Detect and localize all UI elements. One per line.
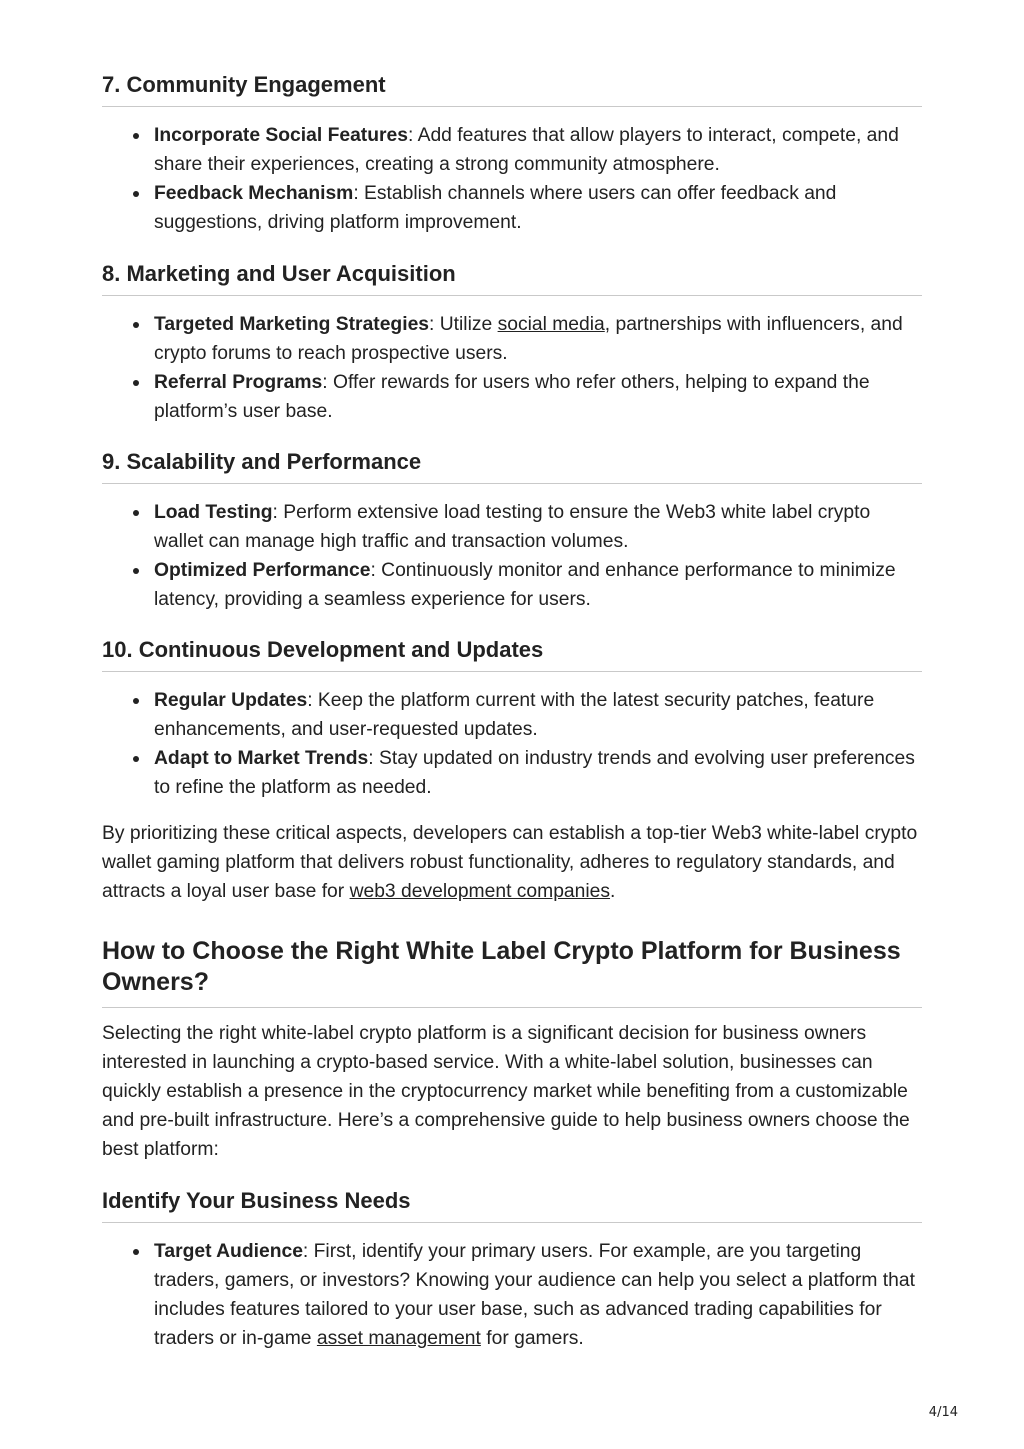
list-item <box>154 121 922 179</box>
bullet-list <box>102 310 922 426</box>
bullet-list <box>102 121 922 237</box>
bullet-list <box>102 1237 922 1353</box>
web3-development-companies-link[interactable]: web3 development companies <box>349 881 611 902</box>
item-text: : Utilize <box>429 314 498 335</box>
item-title: Targeted Marketing Strategies <box>154 314 430 335</box>
bullet-list <box>102 686 922 802</box>
section-heading: 9. Scalability and Performance <box>102 449 922 484</box>
page-number: 4/14 <box>928 1405 958 1420</box>
item-text: : Establish channels where users can offer feedback and suggestions, driving platform improvement. <box>154 183 837 233</box>
item-title: Adapt to Market Trends <box>154 748 369 769</box>
list-item <box>154 310 922 368</box>
item-title: Target Audience <box>154 1241 303 1262</box>
list-item <box>154 368 922 426</box>
item-text: : Add features that allow players to interact, compete, and share their experiences, creating a strong community atmosphere. <box>154 125 899 175</box>
list-item <box>154 686 922 744</box>
list-item <box>154 744 922 802</box>
item-text: : Perform extensive load testing to ensure the Web3 white label crypto wallet can manage high traffic and transaction volumes. <box>154 502 871 552</box>
section-heading: 7. Community Engagement <box>102 72 922 107</box>
list-item <box>154 179 922 237</box>
section-how-to-choose <box>102 936 922 1164</box>
item-text: : Keep the platform current with the latest security patches, feature enhancements, and user-requested updates. <box>154 690 875 740</box>
item-title: Optimized Performance <box>154 560 371 581</box>
bullet-list <box>102 498 922 614</box>
item-text: : Stay updated on industry trends and evolving user preferences to refine the platform as needed. <box>154 748 915 798</box>
section-heading: Identify Your Business Needs <box>102 1188 922 1223</box>
section-scalability <box>102 449 922 614</box>
section-business-needs <box>102 1188 922 1353</box>
item-title: Referral Programs <box>154 372 323 393</box>
intro-paragraph: Selecting the right white-label crypto platform is a significant decision for business owners interested in launching a crypto-based service. With a white-label solution, businesses can quickly establish a presence in the cryptocurrency market while benefiting from a customizable and pre-built infrastructure. Here’s a comprehensive guide to help business owners choose the best platform: <box>102 1023 910 1160</box>
paragraph-text: . <box>610 881 616 902</box>
item-text: : Offer rewards for users who refer others, helping to expand the platform’s user base. <box>154 372 870 422</box>
section-community-engagement <box>102 72 922 237</box>
asset-management-link[interactable]: asset management <box>316 1328 481 1349</box>
section-continuous-development <box>102 637 922 802</box>
item-title: Feedback Mechanism <box>154 183 354 204</box>
list-item <box>154 498 922 556</box>
item-text: , partnerships with influencers, and crypto forums to reach prospective users. <box>154 314 903 364</box>
section-heading: 8. Marketing and User Acquisition <box>102 261 922 296</box>
item-text: for gamers. <box>480 1328 584 1349</box>
list-item <box>154 1237 922 1353</box>
item-text: : First, identify your primary users. For example, are you targeting traders, gamers, or investors? Knowing your audience can help you select a platform that includes features tailored to your user base, such as advanced trading capabilities for traders or in-game <box>154 1241 915 1349</box>
item-title: Load Testing <box>154 502 273 523</box>
item-title: Regular Updates <box>154 690 308 711</box>
item-text: : Continuously monitor and enhance performance to minimize latency, providing a seamless experience for users. <box>154 560 896 610</box>
list-item <box>154 556 922 614</box>
conclusion-paragraph <box>102 819 922 906</box>
section-heading: 10. Continuous Development and Updates <box>102 637 922 672</box>
section-heading: How to Choose the Right White Label Crypto Platform for Business Owners? <box>102 936 922 1008</box>
item-title: Incorporate Social Features <box>154 125 408 146</box>
social-media-link[interactable]: social media <box>497 314 605 335</box>
section-marketing <box>102 261 922 426</box>
paragraph-text: By prioritizing these critical aspects, developers can establish a top-tier Web3 white-label crypto wallet gaming platform that delivers robust functionality, adheres to regulatory standards, and attracts a loyal user base for <box>102 823 918 902</box>
